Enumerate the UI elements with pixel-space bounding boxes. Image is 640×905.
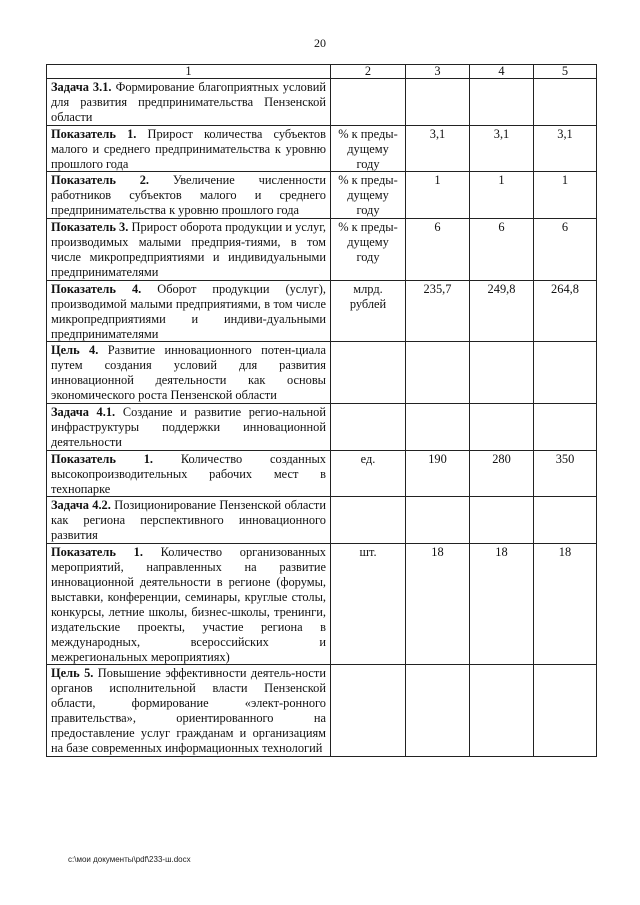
row-kind-label: Задача 4.2.: [51, 498, 111, 513]
value-cell: [470, 665, 534, 756]
row-text: Количество созданных высокопроизводительных рабочих мест в технопарке: [51, 451, 326, 496]
row-description: [47, 342, 331, 404]
value-cell: 6: [534, 219, 597, 281]
unit-cell: [331, 665, 406, 756]
row-kind-label: Показатель 3.: [51, 220, 129, 235]
row-text: Прирост оборота продукции и услуг, производимых малыми предприя-тиями, в том числе микропредприятиями и индивидуальными предпринимателями: [51, 220, 326, 279]
row-description: [47, 544, 331, 665]
row-kind-label: Цель 5.: [51, 666, 94, 681]
row-description: [47, 450, 331, 497]
value-cell: 1: [406, 172, 470, 219]
value-cell: [406, 404, 470, 451]
unit-cell: % к преды-дущему году: [331, 219, 406, 281]
value-cell: [534, 404, 597, 451]
row-description: [47, 219, 331, 281]
value-cell: 3,1: [470, 125, 534, 172]
value-cell: 350: [534, 450, 597, 497]
value-cell: 235,7: [406, 280, 470, 342]
page-number: 20: [314, 36, 326, 50]
value-cell: 18: [470, 544, 534, 665]
value-cell: [470, 404, 534, 451]
row-text: Увеличение численности работников субъектов малого и среднего предпринимательства к уровню прошлого года: [51, 173, 326, 218]
row-kind-label: Задача 4.1.: [51, 405, 116, 420]
row-text: Оборот продукции (услуг), производимой малыми предприятиями, в том числе микропредприятиями и индиви-дуальными предпринимателями: [51, 281, 326, 341]
table-row: [47, 125, 597, 172]
row-description: [47, 125, 331, 172]
table-row: [47, 497, 597, 544]
value-cell: 280: [470, 450, 534, 497]
value-cell: [406, 497, 470, 544]
row-text: Прирост количества субъектов малого и среднего предпринимательства к уровню прошлого года: [51, 126, 326, 171]
row-kind-label: Показатель 1.: [51, 451, 154, 466]
table-row: [47, 450, 597, 497]
unit-cell: шт.: [331, 544, 406, 665]
unit-cell: ед.: [331, 450, 406, 497]
value-cell: 6: [406, 219, 470, 281]
row-description: [47, 280, 331, 342]
unit-cell: [331, 497, 406, 544]
file-path-footer: c:\мои документы\pdf\233-ш.docx: [68, 855, 191, 864]
table-row: [47, 404, 597, 451]
value-cell: 264,8: [534, 280, 597, 342]
value-cell: [470, 342, 534, 404]
unit-cell: [331, 342, 406, 404]
table-row: [47, 342, 597, 404]
column-header: 4: [470, 65, 534, 79]
value-cell: 6: [470, 219, 534, 281]
row-description: [47, 172, 331, 219]
row-kind-label: Показатель 1.: [51, 545, 143, 560]
value-cell: [470, 79, 534, 126]
table-row: [47, 665, 597, 756]
table-row: [47, 79, 597, 126]
value-cell: 18: [406, 544, 470, 665]
value-cell: 3,1: [534, 125, 597, 172]
table-row: [47, 280, 597, 342]
column-header: 1: [47, 65, 331, 79]
row-kind-label: Показатель 4.: [51, 281, 142, 296]
row-text: Количество организованных мероприятий, направленных на развитие инновационной деятельности в регионе (форумы, выставки, конференции, семинары, круглые столы, конкурсы, летние школы, бизнес-школы, тренинги, издательские проекты, участие региона в международных, всероссийских и межрегиональных мероприятиях): [51, 545, 326, 664]
row-text: Позиционирование Пензенской области как региона перспективного инновационного развития: [51, 498, 326, 543]
value-cell: 1: [534, 172, 597, 219]
row-kind-label: Цель 4.: [51, 343, 99, 358]
table-row: [47, 544, 597, 665]
row-kind-label: Показатель 2.: [51, 173, 150, 188]
value-cell: [470, 497, 534, 544]
row-text: Создание и развитие регио-нальной инфраструктуры поддержки инновационной деятельности: [51, 405, 326, 449]
unit-cell: [331, 404, 406, 451]
row-text: Формирование благоприятных условий для развития предпринимательства Пензенской области: [51, 80, 326, 124]
column-header: 5: [534, 65, 597, 79]
value-cell: [534, 665, 597, 756]
row-description: [47, 79, 331, 126]
row-text: Развитие инновационного потен-циала путем создания условий для развития инновационной деятельности как основы экономического роста Пензенской области: [51, 343, 326, 403]
value-cell: 249,8: [470, 280, 534, 342]
row-description: [47, 497, 331, 544]
value-cell: [534, 342, 597, 404]
row-description: [47, 404, 331, 451]
value-cell: 1: [470, 172, 534, 219]
value-cell: 18: [534, 544, 597, 665]
value-cell: [406, 665, 470, 756]
table-row: [47, 219, 597, 281]
value-cell: [406, 342, 470, 404]
column-header: 3: [406, 65, 470, 79]
row-description: [47, 665, 331, 756]
unit-cell: млрд. рублей: [331, 280, 406, 342]
table-header-row: [47, 65, 597, 79]
indicators-table: [46, 64, 597, 757]
table-row: [47, 172, 597, 219]
row-kind-label: Задача 3.1.: [51, 80, 112, 94]
unit-cell: % к преды-дущему году: [331, 125, 406, 172]
value-cell: [534, 79, 597, 126]
unit-cell: % к преды-дущему году: [331, 172, 406, 219]
column-header: 2: [331, 65, 406, 79]
value-cell: 190: [406, 450, 470, 497]
unit-cell: [331, 79, 406, 126]
row-kind-label: Показатель 1.: [51, 126, 137, 141]
value-cell: 3,1: [406, 125, 470, 172]
row-text: Повышение эффективности деятель-ности органов исполнительной власти Пензенской области, формирование «элект-ронного правительства», ориентированного на предоставление услуг гражданам и организациям на базе современных информационных технологий: [51, 666, 326, 755]
value-cell: [534, 497, 597, 544]
value-cell: [406, 79, 470, 126]
